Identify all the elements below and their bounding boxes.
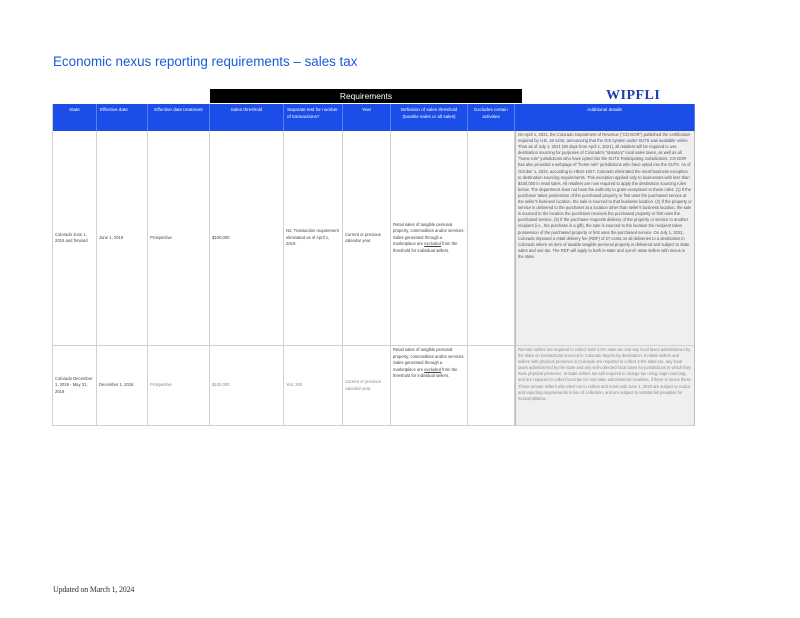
header-definition: Definition of sales threshold (taxable sales or all sales)	[391, 104, 468, 131]
details-text: Remote sellers are required to collect both 2.9% state tax and any local taxes administered by the state on transactions sourced to Colorado buyers by destination. In-state sellers and sellers with physical presence in Colorado are required to collect 2.9% state tax, any local taxes administered by the state and any self-collected local taxes for jurisdictions in which they have physical presence. In-state sellers are still required to charge tax using origin sourcing, and are required to collect local tax for non-state administered localities, if there is nexus there. Those remote sellers who elect not to collect and remit until June 1, 2019 are subject to notice and reporting requirements in lieu of collection, and are subject to substantial penalties for noncompliance.	[518, 347, 692, 401]
state-text: Colorado December 1, 2018 - May 31, 2019	[55, 375, 93, 394]
nexus-table	[52, 104, 703, 426]
table-cell-effective-date	[97, 346, 148, 426]
table-cell-treatment	[148, 131, 210, 346]
threshold-text: $100,000	[212, 234, 230, 240]
definition-part-3: from the threshold for individual sellers.	[393, 241, 458, 253]
table-cell-year	[343, 131, 391, 346]
header-sales-threshold: Sales threshold	[210, 104, 284, 131]
header-effective-date: Effective date	[97, 104, 148, 131]
separate-test-text: Yes; 200	[286, 382, 303, 388]
table-cell-details	[515, 346, 695, 426]
header-state: State	[52, 104, 97, 131]
definition-part-1: Retail sales of tangible personal property, commodities and/or services.	[393, 347, 465, 359]
table-cell-threshold	[210, 346, 284, 426]
table-cell-separate-test	[284, 346, 343, 426]
wipfli-logo: WIPFLI	[606, 88, 661, 103]
separate-test-text: No; Transaction requirement eliminated as of April 1, 2019.	[286, 228, 339, 247]
details-text: On April 1, 2021, the Colorado Department of Revenue ("CO-DOR") published the certification required by H.B. 19-1240, announcing that the GIS system under SUTS was available online. Thus as of July 1, 2021 (90 days from April 1, 2021), all retailers will be required to use destination sourcing for purposes of Colorado's "statutory" local sales taxes, as well as all "home rule" jurisdictions who have opted into the SUTS Participating Jurisdictions. CO-DOR has also provided a webpage of "home rule" jurisdictions who have opted into the SUTS. As of October 1, 2022, according to HB22-1027, Colorado eliminated the small business exception to destination sourcing requirements. This exception applied only to businesses with less than $100,000 in retail sales. All retailers are now required to apply the destination sourcing rules below. The department does not have the authority to grant exceptions to these rules: (1) If the purchaser takes possession of the purchased property or first uses the purchased service at the seller's business location, the sale is sourced to that business location. (2) If the property or service is delivered to the purchaser at a location other than seller's business location, the sale is sourced to the location the purchaser receives the purchased property or first uses the purchased service. (3) If the purchaser requests delivery of the property or service to another recipient (i.e., the purchase is a gift), the sale is sourced to the location the recipient takes possession of the purchased property or first uses the purchased service. On July 1, 2022, Colorado imposed a retail delivery fee (RDF) of 27 cents on all deliveries to a destination in Colorado where an item of taxable tangible personal property is delivered and subject to state sales and use tax. The RDF will apply to both in-state and out-of- state sellers with nexus in the state.	[518, 132, 692, 259]
table-cell-effective-date	[97, 131, 148, 346]
header-effective-date-treatment: Effective date treatment	[148, 104, 210, 131]
page-title: Economic nexus reporting requirements – sales tax	[53, 54, 358, 69]
treatment-text: Prospective	[150, 234, 172, 240]
state-text: Colorado June 1, 2019 and forward	[55, 231, 88, 243]
header-additional-details: Additional details	[515, 104, 695, 131]
year-text: Current or previous calendar year.	[345, 379, 381, 391]
effective-date-text: June 1, 2019	[99, 234, 124, 240]
definition-part-1: Retail sales of tangible personal property, commodities and/or services.	[393, 221, 465, 234]
table-cell-definition	[391, 346, 468, 426]
table-cell-definition	[391, 131, 468, 346]
treatment-text: Prospective	[150, 382, 172, 388]
excluded-link[interactable]: excluded	[424, 241, 441, 247]
year-text: Current or previous calendar year.	[345, 231, 381, 243]
header-year: Year	[343, 104, 391, 131]
table-cell-state	[52, 131, 97, 346]
table-cell-state	[52, 346, 97, 426]
header-separate-test: Separate test for number of transactions?	[284, 104, 343, 131]
table-cell-excludes	[468, 346, 515, 426]
effective-date-text: December 1, 2018	[99, 382, 134, 388]
definition-part-2: Sales generated through a marketplace are	[393, 360, 443, 372]
excluded-link[interactable]: excluded	[424, 366, 441, 372]
header-excludes: Excludes certain activities	[468, 104, 515, 131]
definition-text	[393, 222, 465, 255]
definition-part-3: from the threshold for individual sellers.	[393, 366, 458, 378]
table-cell-year	[343, 346, 391, 426]
threshold-text: $100,000	[212, 382, 230, 388]
definition-text	[393, 347, 465, 380]
updated-date-footer: Updated on March 1, 2024	[53, 585, 135, 594]
table-cell-excludes	[468, 131, 515, 346]
requirements-banner: Requirements	[210, 89, 522, 103]
table-cell-treatment	[148, 346, 210, 426]
definition-part-2: Sales generated through a marketplace are	[393, 234, 443, 247]
table-cell-separate-test	[284, 131, 343, 346]
table-cell-threshold	[210, 131, 284, 346]
table-cell-details	[515, 131, 695, 346]
